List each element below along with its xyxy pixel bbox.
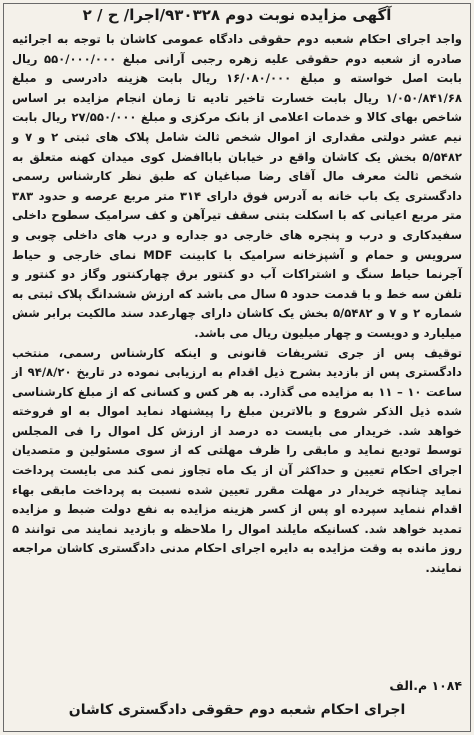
notice-body (12, 30, 462, 579)
notice-signature: اجرای احکام شعبه دوم حقوقی دادگستری کاشان (68, 702, 406, 718)
notice-paragraph-1: واجد اجرای احکام شعبه دوم حقوقی دادگاه عمومی کاشان با توجه به اجرائیه صادره از شعبه دوم حقوقی علیه زهره رجبی آرانی مبلغ ۵۵۰/۰۰۰/۰۰۰ ریال بابت اصل خواسته و مبلغ ۱۶/۰۸۰/۰۰۰ ریال بابت هزینه دادرسی و مبلغ ۱/۰۵۰/۸۴۱/۶۸ ریال بابت خسارت تاخیر تادیه تا زمان انجام مزایده بر اساس شاخص بهای کالا و خدمات اعلامی از بانک مرکزی و مبلغ ۲۷/۵۵۰/۰۰۰ ریال بابت نیم عشر دولتی مقداری از اموال شخص ثالث شامل پلاک های ثبتی ۲ و ۷ و ۵/۵۴۸۲ بخش یک کاشان واقع در خیابان باباافضل کوی میدان کهنه متعلق به شخص ثالث معرف مال آقای رضا صباغیان که طبق نظر کارشناس رسمی دادگستری یک باب خانه به آدرس فوق دارای ۳۱۴ متر مربع عرصه و حدود ۳۸۳ متر مربع اعیانی که با اسکلت بتنی سقف تیرآهن و کف سرامیک سطوح داخلی سفیدکاری و درب و پنجره های خارجی دو جداره و درب های داخلی چوبی و سرویس و حمام و آشپزخانه سرامیک با کابینت MDF نمای خارجی و حیاط آجرنما حیاط سنگ و اشتراکات آب دو کنتور برق چهارکنتور وگاز دو کنتور و تلفن سه خط و با قدمت حدود ۵ سال می باشد که ارزش ششدانگ پلاک ثبتی به شماره ۲ و ۷ و ۵/۵۴۸۲ بخش یک کاشان دارای چهارعدد سند مالکیت برابر شش میلیارد و دویست و چهار میلیون ریال می باشد. (12, 32, 463, 340)
notice-paragraph-2: توقیف پس از جری تشریفات قانونی و اینکه کارشناس رسمی، منتخب دادگستری پس از بازدید بشرح ذیل اقدام به ارزیابی نموده در تاریخ ۹۴/۸/۲۰ از ساعت ۱۰ – ۱۱ به مزایده می گذارد. به هر کس و کسانی که از مبلغ کارشناسی شده ذیل الذکر شروع و بالاترین مبلغ را پیشنهاد نماید اموال به او فروخته خواهد شد. خریدار می بایست ده درصد از ارزش کل اموال را فی المجلس توسط تودیع نماید و مابقی را ظرف مهلتی که از سوی مسئولین و متصدیان اجرای احکام تعیین و حداکثر آن از یک ماه تجاوز نمی کند می بایست پرداخت نماید چنانچه خریدار در مهلت مقرر تعیین شده نسبت به پرداخت مابقی بهاء اقدام ننماید سپرده او پس از کسر هزینه مزایده به نفع دولت ضبط و مزایده تمدید خواهد شد. کسانیکه مایلند اموال را ملاحظه و بازدید نمایند می توانند ۵ روز مانده به وقت مزایده به دایره اجرای احکام مدنی دادگستری کاشان مراجعه نمایند. (12, 345, 462, 576)
notice-title: آگهی مزایده نوبت دوم ۹۳۰۳۲۸/اجرا/ ح / ۲ (82, 6, 392, 24)
reference-code: ۱۰۸۴ م.الف (389, 678, 462, 693)
